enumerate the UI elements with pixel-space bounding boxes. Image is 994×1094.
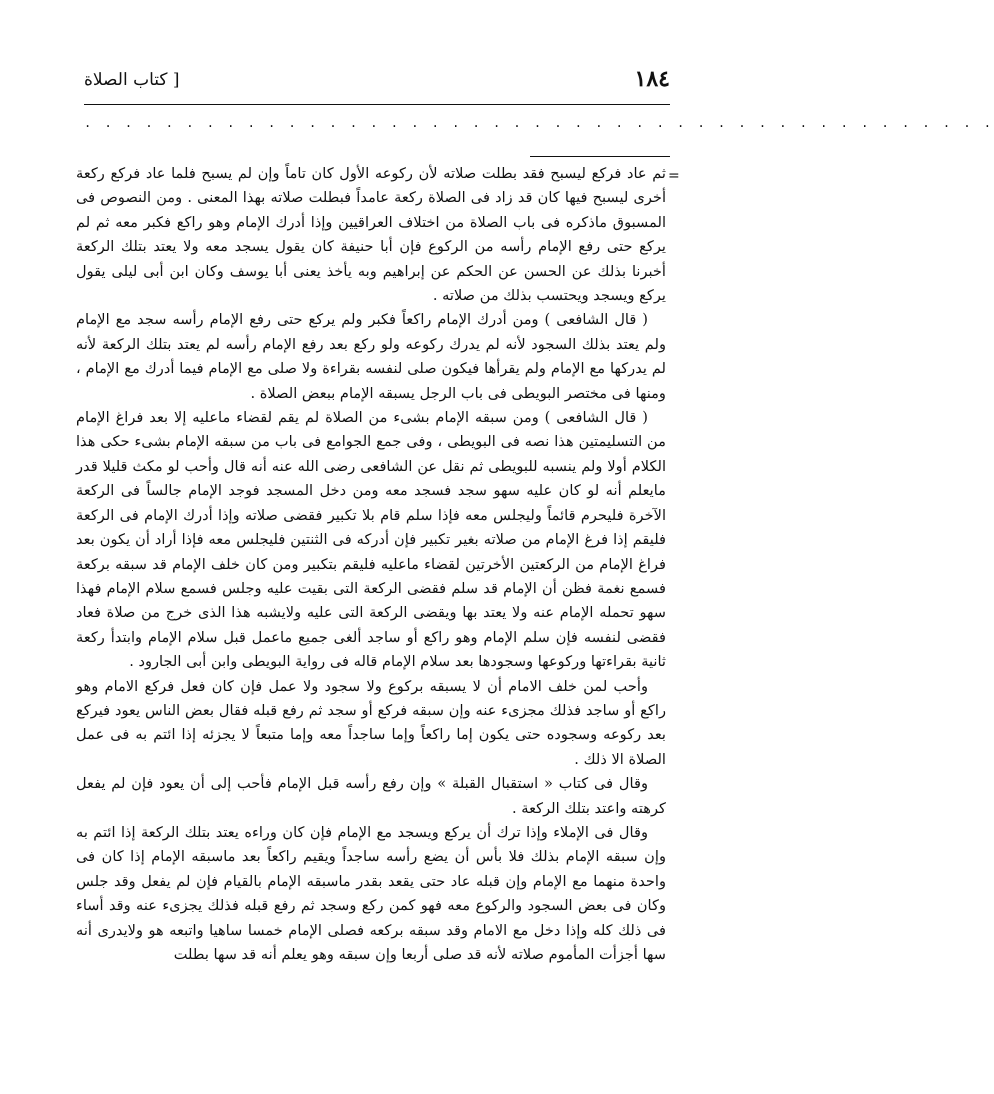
paragraph: وقال فى الإملاء وإذا ترك أن يركع ويسجد مع الإمام فإن كان وراءه يعتد بتلك الركعة إذا ائتم به وإن سبقه الإمام بذلك فلا بأس أن يضع رأسه ساجداً ويقيم راكعاً بعد ماسبقه الإمام إذا كان فى واحدة منهما مع الإمام وإن قبله عاد حتى يقعد بقدر ماسبقه الإمام بالقيام فإن لم يفعل وقد جلس وكان فى بعض السجود والركوع معه فهو كمن ركع وسجد ثم رفع قبله فذلك يجزىء عنه وقد أساء فى ذلك كله وإذا دخل مع الامام وقد سبقه بركعه فصلى الإمام خمسا ساهيا واتبعه هو ولايدرى أنه سها أجزأت المأموم صلاته لأنه قد صلى أربعا وإن سبقه وهو يعلم أنه قد سها بطلت xyxy=(76,823,666,963)
footnote-rule xyxy=(530,156,670,157)
page-number: ١٨٤ xyxy=(634,66,670,92)
chapter-title: [ كتاب الصلاة xyxy=(84,70,180,90)
paragraph: ( قال الشافعى ) ومن أدرك الإمام راكعاً فكبر ولم يركع حتى رفع الإمام رأسه سجد مع الإمام ولم يعتد بذلك السجود لأنه لم يدرك ركوعه ولو ركع بعد رفع الإمام رأسه لم يعتد بتلك الركعة لأنه لم يدركها مع الإمام ولم يقرأها فيكون صلى لنفسه بقراءة ولا صلى مع الإمام فيما أدرك مع الإمام ، ومنها فى مختصر البويطى فى باب الرجل يسبقه الإمام ببعض الصلاة . xyxy=(76,311,666,402)
header-rule xyxy=(84,104,670,105)
continuation-mark: = xyxy=(668,168,680,184)
paragraph: ( قال الشافعى ) ومن سبقه الإمام بشىء من الصلاة لم يقم لقضاء ماعليه إلا بعد فراغ الإمام من التسليمتين هذا نصه فى البويطى ، وفى جمع الجوامع فى باب من سبقه الإمام بشىء حكى هذا الكلام أولا ولم ينسبه للبويطى ثم نقل عن الشافعى رضى الله عنه أنه قال وأحب لو مكث قليلا قدر مايعلم أنه لو كان عليه سهو سجد فسجد معه ومن دخل المسجد فوجد الإمام جالساً فى الركعة الآخرة فليحرم قائماً وليجلس معه فإذا سلم قام بلا تكبير فقضى صلاته وإذا أدرك الإمام فى الركعة فليقم إذا فرغ الإمام من صلاته بغير تكبير فإن أدركه فى الثنتين فليجلس معه فإذا أراد أن يكون بعد فراغ الإمام من الركعتين الأخرتين لقضاء ماعليه فليقم بتكبير ومن كان خلف الإمام قد سبقه بركعة فسمع نغمة فظن أن الإمام قد سلم فقضى الركعة التى بقيت عليه وجلس فسمع سلام الإمام فهذا سهو تحمله الإمام عنه ولا يعتد بها ويقضى الركعة التى عليه ولايشبه هذا الذى خرج من صلاة فعاد فقضى لنفسه فإن سلم الإمام وهو راكع أو ساجد ألغى جميع ماعمل قبل سلام الإمام وابتدأ ركعة ثانية بقراءتها وركوعها وسجودها بعد سلام الإمام قاله فى رواية البويطى وابن أبى الجارود . xyxy=(76,409,666,671)
dotted-separator: . . . . . . . . . . . . . . . . . . . . . . . . . . . . . . . . . . . . . . . . . . . . . xyxy=(84,116,994,130)
paragraph: ثم عاد فركع ليسبح فقد بطلت صلاته لأن ركوعه الأول كان تاماً وإن لم يسبح فلما عاد فركع ركعة أخرى ليسبح فيها كان قد زاد فى الصلاة ركعة عامداً فبطلت صلاته بهذا المعنى . ومن النصوص فى المسبوق ماذكره فى باب الصلاة من اختلاف العراقيين وإذا أدرك الإمام وهو راكع فكبر معه ثم لم يركع حتى رفع الإمام رأسه من الركوع فإن أبا حنيفة كان يقول يسجد معه ولا يعتد بتلك الركعة أخبرنا بذلك عن الحسن عن الحكم عن إبراهيم وبه يأخذ يعنى أبا يوسف وكان ابن أبى ليلى يقول يركع ويسجد ويحتسب بذلك من صلاته . xyxy=(76,165,666,305)
page-header xyxy=(84,66,670,106)
paragraph: وأحب لمن خلف الامام أن لا يسبقه بركوع ولا سجود ولا عمل فإن كان فعل فركع الامام وهو راكع أو ساجد فذلك مجزىء عنه وإن سبقه فركع أو سجد ثم رفع قبله فقال بعض الناس يعود فيركع بعد ركوعه وسجوده حتى يكون إما راكعاً وإما ساجداً معه وإما متبعاً لا يجزئه إذا ائتم به فى عمل الصلاة الا ذلك . xyxy=(76,677,666,768)
paragraph: وقال فى كتاب « استقبال القبلة » وإن رفع رأسه قبل الإمام فأحب إلى أن يعود فإن لم يفعل كرهته واعتد بتلك الركعة . xyxy=(76,775,666,817)
body-text xyxy=(76,162,666,967)
